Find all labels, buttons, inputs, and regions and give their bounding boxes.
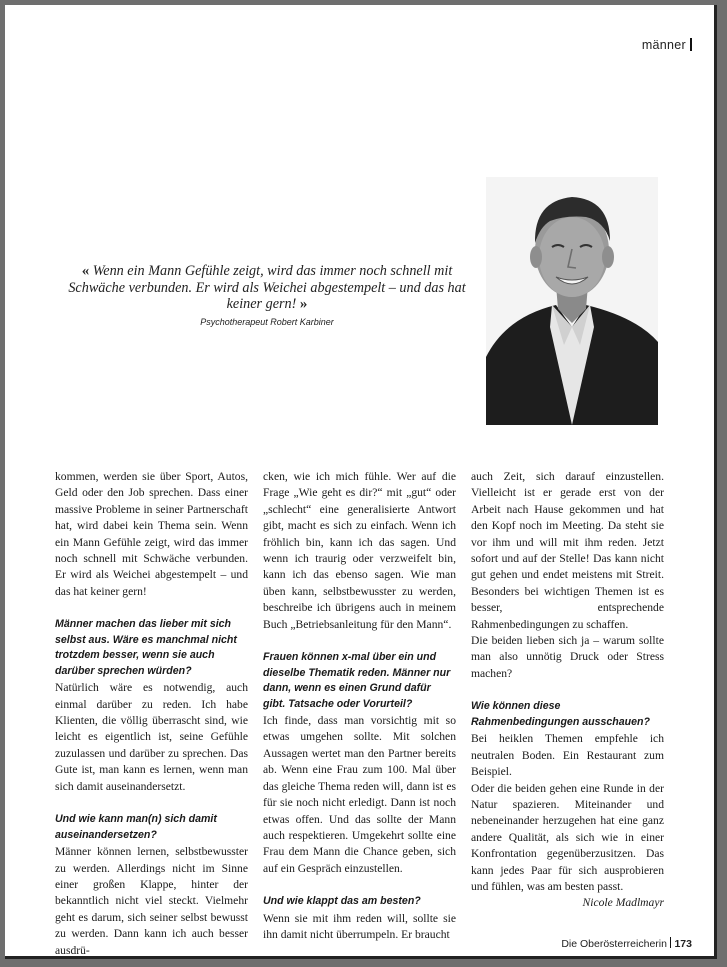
pull-quote [57,263,477,327]
portrait-illustration [486,177,658,425]
article-column-2 [263,469,456,943]
interview-question: Wie können diese Rahmenbedingungen ausschauen? [471,700,650,728]
footer-divider [670,937,672,948]
page-footer [561,937,692,950]
section-divider [690,38,692,51]
article-paragraph: Bei heiklen Themen empfehle ich neutralen Boden. Ein Restaurant zum Beispiel. [471,732,664,779]
interview-question: Frauen können x-mal über ein und dieselbe Thematik reden. Männer nur dann, wenn es einen Grund dafür gibt. Tatsache oder Vorurteil? [263,651,451,710]
interview-question: Und wie klappt das am besten? [263,895,421,908]
quote-close-mark: » [299,296,308,312]
portrait-photo [486,177,658,425]
magazine-page [5,5,717,959]
article-paragraph: kommen, werden sie über Sport, Autos, Geld oder den Job sprechen. Dass einer massive Probleme in seiner Partnerschaft hat, wird dabei kein Thema sein. Wenn ein Mann Gefühle zeigt, wird das immer noch schnell mit Schwäche verbunden. Er wird als Weichei abgestempelt – und das hat keiner gern! [55,470,248,598]
author-signature: Nicole Madlmayr [582,896,664,910]
article-paragraph: Männer können lernen, selbstbewusster zu werden. Allerdings nicht im Sinne einer großen Klappe, hinter der bekanntlich nicht viel steckt. Vielmehr geht es darum, sich seiner selbst bewusst zu werden. Dann kann ich auch besser ausdrü- [55,845,248,957]
article-paragraph: Oder die beiden gehen eine Runde in der Natur spazieren. Miteinander und nebeneinander herzugehen hat eine ganz andere Qualität, als sich wie in einer Konfrontation gegenüberzusitzen. Das kann jedes Paar für sich ausprobieren und fühlen, was am besten passt. [471,781,664,893]
article-paragraph: Die beiden lieben sich ja – warum sollte man also unnötig Druck oder Stress machen? [471,634,664,680]
article-paragraph: Natürlich wäre es notwendig, auch einmal darüber zu reden. Ich habe Klienten, die völlig überrascht sind, wie leicht es eigentlich ist, seine Gefühle zuzulassen und darüber zu sprechen. Das Gute ist, man kann es lernen, wenn man sich damit auseinandersetzt. [55,681,248,793]
pull-quote-text-block [57,263,477,313]
article-paragraph: Ich finde, dass man vorsichtig mit so etwas umgehen sollte. Mit solchen Aussagen wertet man den Partner bereits ab. Wenn eine Frau zum 100. Mal über das gleiche Thema reden will, dann ist es für sie noch nicht erledigt. Dann ist noch etwas offen. Und das sollte der Mann auch respektieren. Umgekehrt sollte eine Frau dem Mann die Chance geben, sich auf ein Gespräch einzustellen. [263,714,456,875]
section-label [642,38,692,52]
interview-question: Und wie kann man(n) sich damit auseinandersetzen? [55,813,217,841]
pull-quote-source: Psychotherapeut Robert Karbiner [200,316,334,327]
article-column-1 [55,469,248,959]
article-paragraph: auch Zeit, sich darauf einzustellen. Vielleicht ist er gerade erst von der Arbeit nach Hause gekommen und hat den Kopf noch im Meeting. Da steht sie vor ihm und will mit ihm reden. Jetzt sofort und auf der Stelle! Das kann nicht gut gehen und endet meistens mit Streit. Besonders bei wichtigen Themen ist es besser, entsprechende Rahmenbedingungen zu schaffen. [471,470,664,631]
article-paragraph: Wenn sie mit ihm reden will, sollte sie ihn damit nicht überrumpeln. Er braucht [263,911,456,942]
article-paragraph: cken, wie ich mich fühle. Wer auf die Frage „Wie geht es dir?“ mit „gut“ oder „schlecht“ eine generalisierte Antwort gibt, macht es sich zu einfach. Wenn ich fröhlich bin, kann ich das sagen. Und wenn ich traurig oder verzweifelt bin, kann ich das ebenso sagen. Wie man üben kann, selbstbewusster zu werden, beschreibe ich übrigens auch in meinem Buch „Betriebsanleitung für den Mann“. [263,470,456,631]
interview-question: Männer machen das lieber mit sich selbst aus. Wäre es manchmal nicht trotzdem besser, wenn sie auch darüber sprechen würden? [55,618,237,677]
quote-open-mark: « [81,263,90,279]
section-label-text: männer [641,38,686,52]
publication-name: Die Oberösterreicherin [561,938,667,950]
pull-quote-text: Wenn ein Mann Gefühle zeigt, wird das immer noch schnell mit Schwäche verbunden. Er wird als Weichei abgestempelt – und das hat keiner gern! [68,263,466,312]
article-column-3 [471,469,664,912]
page-number: 173 [674,938,692,950]
